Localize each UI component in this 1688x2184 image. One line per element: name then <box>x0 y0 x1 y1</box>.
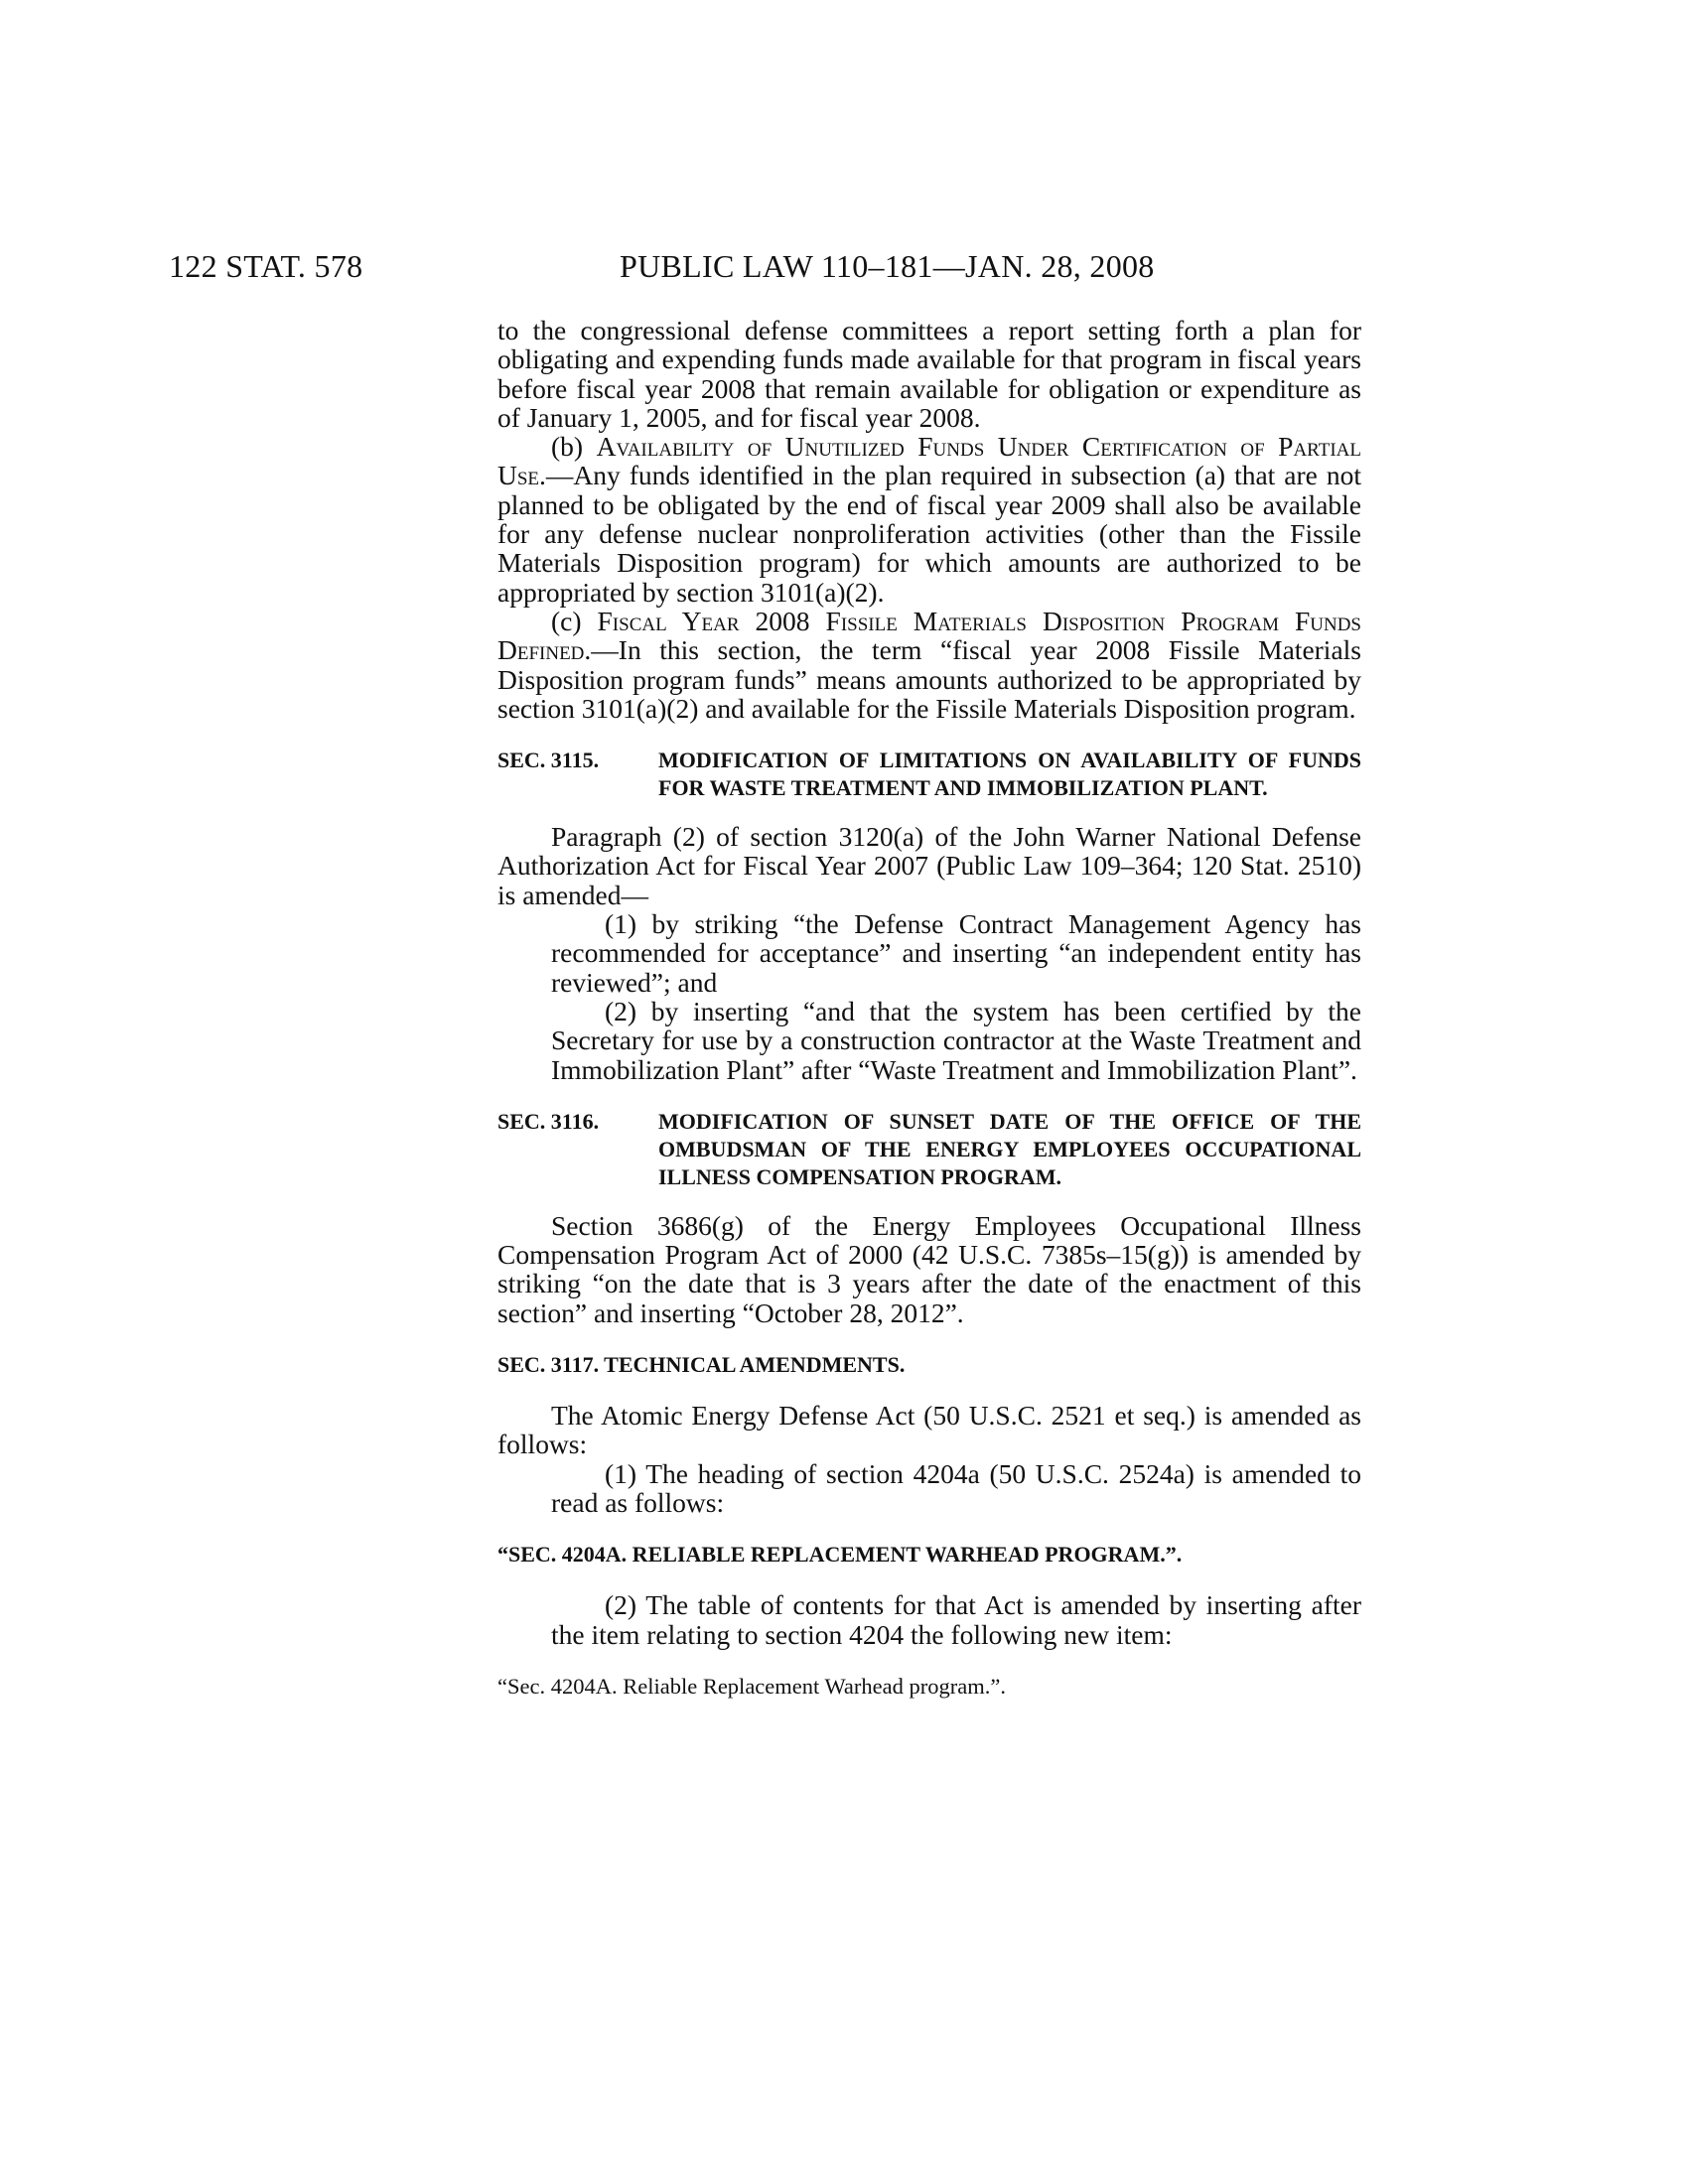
running-head: PUBLIC LAW 110–181—JAN. 28, 2008 <box>620 248 1155 284</box>
quoted-section-heading: “SEC. 4204A. RELIABLE REPLACEMENT WARHEAD PROGRAM.”. <box>497 1542 1183 1568</box>
subsection-c <box>497 607 1361 723</box>
section-3117-heading: SEC. 3117. TECHNICAL AMENDMENTS. <box>497 1352 906 1378</box>
section-3116-title: MODIFICATION OF SUNSET DATE OF THE OFFICE OF THE OMBUDSMAN OF THE ENERGY EMPLOYEES OCCUPATIONAL ILLNESS COMPENSATION PROGRAM. <box>658 1108 1361 1189</box>
section-3117-intro: The Atomic Energy Defense Act (50 U.S.C. 2521 et seq.) is amended as follows: <box>497 1400 1361 1460</box>
subsection-b-heading: Availability of Unutilized Funds Under Certification of Partial Use. <box>497 431 1361 491</box>
section-3115-item-2: (2) by inserting “and that the system has been certified by the Secretary for use by a construction contractor at the Waste Treatment and Immobilization Plant” after “Waste Treatment and Immobilization Plant”. <box>551 995 1361 1085</box>
section-3116-number: SEC. 3116. <box>497 1108 600 1134</box>
document-body <box>497 316 1361 1701</box>
subsection-c-heading: Fiscal Year 2008 Fissile Materials Disposition Program Funds Defined. <box>497 605 1361 666</box>
section-3116-heading <box>497 1108 1361 1191</box>
section-3115-heading <box>497 747 1361 802</box>
subsection-c-text: —In this section, the term “fiscal year 2008 Fissile Materials Disposition program funds” means amounts authorized to be appropriated by section 3101(a)(2) and available for the Fissile Materials Disposition program. <box>497 634 1361 724</box>
subsection-b <box>497 432 1361 607</box>
section-3116-text: Section 3686(g) of the Energy Employees Occupational Illness Compensation Program Act of 2000 (42 U.S.C. 7385s–15(g)) is amended by striking “on the date that is 3 years after the date of the enactment of this section” and inserting “October 28, 2012”. <box>497 1209 1361 1328</box>
statute-citation: 122 STAT. 578 <box>169 248 363 284</box>
section-3115-title: MODIFICATION OF LIMITATIONS ON AVAILABILITY OF FUNDS FOR WASTE TREATMENT AND IMMOBILIZATION PLANT. <box>658 748 1361 801</box>
section-3117-item-2: (2) The table of contents for that Act is amended by inserting after the item relating to section 4204 the following new item: <box>551 1589 1361 1650</box>
table-of-contents-item: “Sec. 4204A. Reliable Replacement Warhead program.”. <box>497 1673 1006 1699</box>
continued-paragraph: to the congressional defense committees a report setting forth a plan for obligating and expending funds made available for that program in fiscal years before fiscal year 2008 that remain available for obligation or expenditure as of January 1, 2005, and for fiscal year 2008. <box>497 315 1361 433</box>
subsection-c-label: (c) <box>551 605 598 636</box>
section-3115-item-1: (1) by striking “the Defense Contract Management Agency has recommended for acceptance” and inserting “an independent entity has reviewed”; and <box>551 908 1361 998</box>
section-3117-item-1: (1) The heading of section 4204a (50 U.S.C. 2524a) is amended to read as follows: <box>551 1457 1361 1518</box>
section-3115-number: SEC. 3115. <box>497 748 600 773</box>
subsection-b-text: —Any funds identified in the plan required in subsection (a) that are not planned to be obligated by the end of fiscal year 2009 shall also be available for any defense nuclear nonproliferation activities (other than the Fissile Materials Disposition program) for which amounts are authorized to be appropriated by section 3101(a)(2). <box>497 460 1361 608</box>
section-3115-intro: Paragraph (2) of section 3120(a) of the John Warner National Defense Authorization Act for Fiscal Year 2007 (Public Law 109–364; 120 Stat. 2510) is amended— <box>497 821 1361 910</box>
subsection-b-label: (b) <box>551 431 597 463</box>
page-header <box>0 248 1688 288</box>
